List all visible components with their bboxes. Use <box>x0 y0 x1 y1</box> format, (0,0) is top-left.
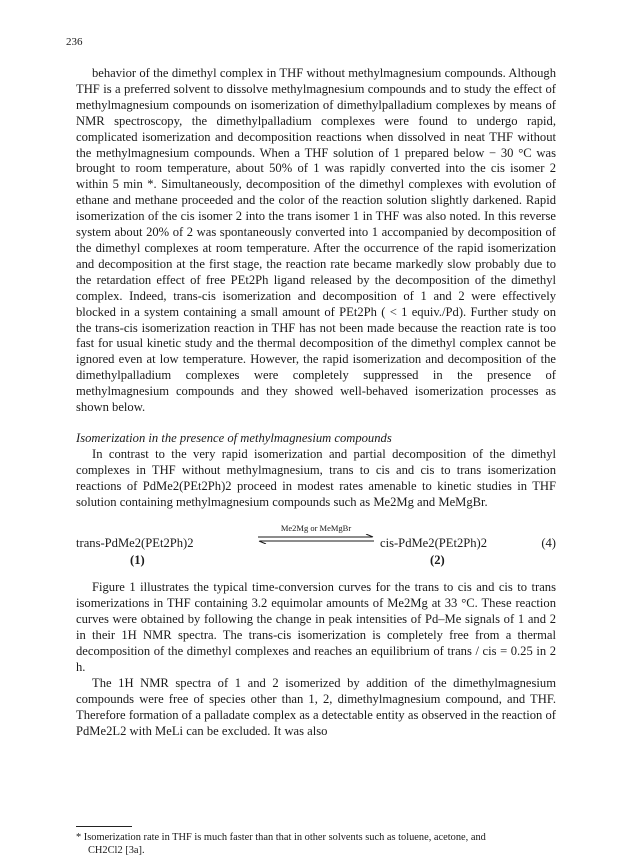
footnote-line-1: * Isomerization rate in THF is much faster than that in other solvents such as toluene, acetone, and <box>76 832 486 843</box>
page-number: 236 <box>66 36 83 48</box>
paragraph-4: The 1H NMR spectra of 1 and 2 isomerized by addition of the dimethylmagnesium compounds were free of species other than 1, 2, dimethylmagnesium compound, and THF. Therefore formation of a palladate complex as a detectable entity as observed in the reaction of PdMe2L2 with MeLi can be excluded. It was also <box>76 675 556 738</box>
equation-number: (4) <box>541 536 556 551</box>
equation-reactant: trans-PdMe2(PEt2Ph)2 <box>76 536 194 551</box>
page-body <box>76 66 556 740</box>
footnote <box>76 831 556 857</box>
paragraph-2: In contrast to the very rapid isomerization and partial decomposition of the dimethyl complexes in THF without methylmagnesium, trans to cis and cis to trans isomerization reactions of PdMe2(PEt2Ph)2 proceed in modest rates amenable to kinetic studies in THF solution containing methylmagnesium compounds such as Me2Mg and MeMgBr. <box>76 446 556 509</box>
equation-condition: Me2Mg or MeMgBr <box>280 523 352 534</box>
equilibrium-arrow <box>254 523 378 544</box>
section-heading: Isomerization in the presence of methylmagnesium compounds <box>76 430 392 445</box>
equilibrium-arrows-icon <box>256 534 376 544</box>
footnote-line-2: CH2Cl2 [3a]. <box>88 845 145 856</box>
footnote-rule <box>76 826 132 827</box>
equation-label-product: (2) <box>430 553 445 568</box>
paragraph-1: behavior of the dimethyl complex in THF without methylmagnesium compounds. Although THF is a preferred solvent to dissolve methylmagnesium compounds and to study the effect of methylmagnesium compounds on isomerization of dimethylpalladium complexes by means of NMR spectroscopy, the dimethylpalladium complexes were found to undergo rapid, complicated isomerization and decomposition reactions when dissolved in neat THF without the methylmagnesium compounds. When a THF solution of 1 prepared below − 30 °C was brought to room temperature, about 50% of 1 was rapidly converted into the cis isomer 2 within 5 min *. Simultaneously, decomposition of the dimethyl complexes with evolution of ethane and methane proceeded and the color of the reaction solution slightly darkened. Rapid isomerization of the cis isomer 2 into the trans isomer 1 in THF was also noted. In this reverse system about 20% of 2 was spontaneously converted into 1 accompanied by decomposition of the dimethyl complexes at room temperature. After the occurrence of the rapid isomerization and decomposition at the first stage, the reaction rate became markedly slow probably due to the retardation effect of free PEt2Ph ligand released by the decomposition of the dimethyl complex. Indeed, trans-cis isomerization and decomposition of 1 and 2 were effectively blocked in a system containing a small amount of PEt2Ph ( < 1 equiv./Pd). Further study on the trans-cis isomerization reaction in THF has not been made because the reaction rate is too fast for usual kinetic study and the thermal decomposition of the dimethyl complex cannot be ignored even at low temperature. However, the rapid isomerization and decomposition of the dimethylpalladium complexes were completely suppressed in the presence of methylmagnesium compounds and they showed well-behaved isomerization processes as shown below. <box>76 66 556 415</box>
equation-4 <box>76 522 556 570</box>
paragraph-3: Figure 1 illustrates the typical time-conversion curves for the trans to cis and cis to trans isomerizations in THF containing 3.2 equimolar amounts of Me2Mg at 33 °C. These reaction curves were obtained by following the change in peak intensities of Pd–Me signals of 1 and 2 in their 1H NMR spectra. The trans-cis isomerization is completely free from a thermal decomposition of the dimethyl complexes and reaches an equilibrium of trans / cis = 0.25 in 2 h. <box>76 580 556 674</box>
equation-label-reactant: (1) <box>130 553 145 568</box>
equation-product: cis-PdMe2(PEt2Ph)2 <box>380 536 488 551</box>
